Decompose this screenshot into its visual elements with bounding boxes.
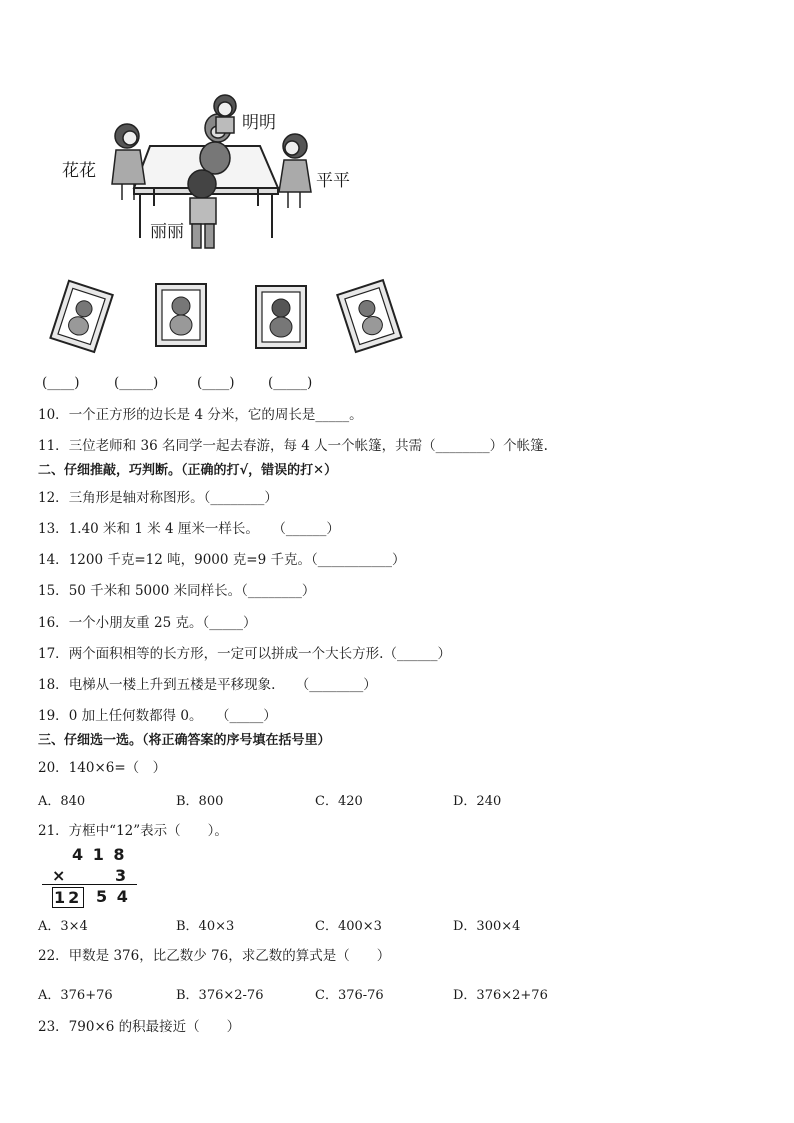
question-number: 16． (38, 615, 69, 631)
question-number: 18． (38, 677, 69, 693)
child-figure-right (279, 134, 311, 208)
question-text: 三角形是轴对称图形。（________） (68, 490, 278, 506)
picture-1 (50, 281, 112, 352)
question-15 (38, 582, 315, 600)
picture-answer-blank-3[interactable]: (____) (197, 375, 235, 391)
q22-option-a[interactable]: A．376+76 (38, 988, 113, 1003)
question-21-stem: 21．方框中“12”表示（ ）。 (38, 823, 228, 839)
child-figure-top (214, 95, 236, 133)
question-text: 50 千米和 5000 米同样长。（________） (68, 583, 316, 599)
question-text: 电梯从一楼上升到五楼是平移现象. （________） (68, 677, 377, 693)
q20-option-d[interactable]: D．240 (453, 794, 502, 809)
name-label-lili: 丽丽 (150, 222, 184, 242)
question-number: 14． (38, 552, 69, 568)
question-text: 1200 千克=12 吨，9000 克=9 千克。（___________） (68, 552, 406, 568)
product-boxed-digits: 12 (54, 888, 83, 907)
name-label-mingming: 明明 (242, 113, 276, 133)
question-13 (38, 520, 340, 538)
child-figure-bottom (188, 170, 216, 248)
question-22-stem: 22．甲数是 376，比乙数少 76，求乙数的算式是（ ） (38, 948, 391, 964)
picture-answer-blank-1[interactable]: (____) (42, 375, 80, 391)
question-number: 17． (38, 646, 69, 662)
picture-answer-blank-2[interactable]: (_____) (114, 375, 159, 391)
multiplier: 3 (115, 866, 127, 885)
q20-option-a[interactable]: A．840 (38, 794, 86, 809)
question-number: 11． (38, 438, 69, 454)
q22-option-c[interactable]: C．376-76 (315, 988, 384, 1003)
question-number: 13． (38, 521, 69, 537)
question-text: 0 加上任何数都得 0。 （_____） (68, 708, 277, 724)
q21-option-b[interactable]: B．40×3 (176, 919, 235, 934)
product-rest-digits: 5 4 (96, 887, 130, 906)
question-text: 1.40 米和 1 米 4 厘米一样长。 （______） (68, 521, 340, 537)
question-text: 三位老师和 36 名同学一起去春游，每 4 人一个帐篷，共需（________）个帐篷. (68, 438, 548, 454)
question-text: 一个正方形的边长是 4 分米，它的周长是_____。 (68, 407, 363, 423)
question-number: 12． (38, 490, 69, 506)
q22-option-d[interactable]: D．376×2+76 (453, 988, 548, 1003)
question-18 (38, 676, 377, 694)
q21-option-a[interactable]: A．3×4 (38, 919, 88, 934)
q20-option-c[interactable]: C．420 (315, 794, 363, 809)
question-11 (38, 437, 548, 455)
monkey-picture-options (40, 278, 420, 358)
name-label-pingping: 平平 (316, 171, 350, 191)
question-number: 10． (38, 407, 69, 423)
question-10 (38, 406, 363, 424)
q21-option-d[interactable]: D．300×4 (453, 919, 521, 934)
question-number: 19． (38, 708, 69, 724)
q22-option-b[interactable]: B．376×2-76 (176, 988, 264, 1003)
multiplication-rule-line (42, 884, 137, 885)
times-sign: × (52, 866, 66, 885)
question-number: 15． (38, 583, 69, 599)
question-text: 两个面积相等的长方形，一定可以拼成一个大长方形.（______） (68, 646, 451, 662)
section-2-heading: 二、仔细推敲，巧判断。（正确的打√，错误的打✕） (38, 463, 338, 478)
q20-option-b[interactable]: B．800 (176, 794, 224, 809)
picture-2 (156, 284, 206, 346)
question-23-stem: 23．790×6 的积最接近（ ） (38, 1019, 241, 1035)
question-text: 一个小朋友重 25 克。（_____） (68, 615, 257, 631)
question-19 (38, 707, 277, 725)
question-14 (38, 551, 405, 569)
question-16 (38, 614, 256, 632)
name-label-huahua: 花花 (62, 161, 96, 181)
section-3-heading: 三、仔细选一选。（将正确答案的序号填在括号里） (38, 733, 331, 748)
question-12 (38, 489, 278, 507)
q21-option-c[interactable]: C．400×3 (315, 919, 382, 934)
question-17 (38, 645, 451, 663)
picture-4 (337, 280, 401, 352)
picture-3 (256, 286, 306, 348)
picture-answer-blank-4[interactable]: (_____) (268, 375, 313, 391)
question-20-stem: 20．140×6=（ ） (38, 760, 167, 776)
multiplicand: 4 1 8 (72, 845, 127, 864)
